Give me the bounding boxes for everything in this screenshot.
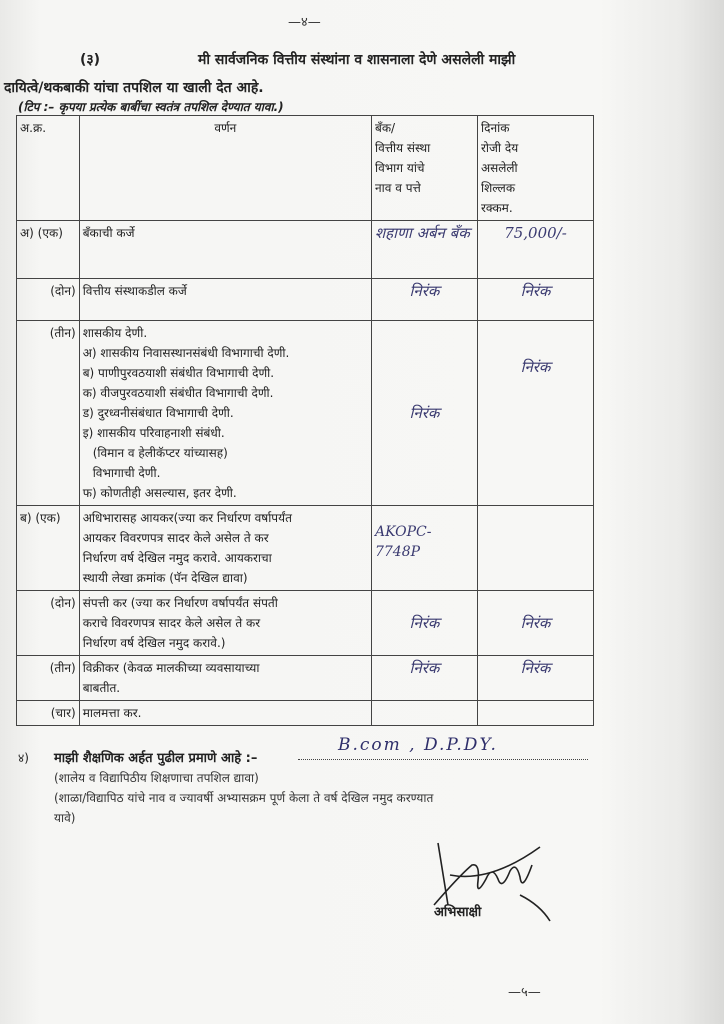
row-amount: निरंक [478, 279, 594, 321]
table-row [17, 221, 594, 279]
row-number: अ) (एक) [17, 221, 80, 279]
row-description [79, 506, 371, 591]
table-row [17, 279, 594, 321]
table-row [17, 506, 594, 591]
description-line: आयकर विवरणपत्र सादर केले असेल ते कर [82, 531, 269, 545]
row-description [79, 656, 371, 701]
row-bank-name [371, 701, 477, 726]
section-heading [80, 50, 600, 69]
description-line: शासकीय देणी. [82, 326, 148, 340]
description-line: ब) पाणीपुरवठयाशी संबंधीत विभागाची देणी. [82, 366, 275, 380]
section-4-number: ४) [18, 751, 29, 765]
table-row [17, 656, 594, 701]
description-line: (विमान व हेलीकॅप्टर यांच्यासह) [92, 446, 228, 460]
description-line: अधिभारासह आयकर(ज्या कर निर्धारण वर्षापर्यंत [82, 511, 292, 525]
row-amount: निरंक [478, 591, 594, 656]
description-line: विभागाची देणी. [92, 466, 161, 480]
header-amount-line: रोजी देय [481, 141, 519, 155]
description-line: ड) दुरध्वनीसंबंधात विभागाची देणी. [82, 406, 234, 420]
row-number: (तीन) [17, 321, 80, 506]
description-line: विक्रीकर (केवळ मालकीच्या व्यवसायाच्या [82, 661, 260, 675]
row-bank-name: निरंक [371, 321, 477, 506]
header-sr-no: अ.क्र. [17, 116, 80, 221]
qualification-sub-note-1: (शालेय व विद्यापिठीय शिक्षणाचा तपशिल द्यावा) [54, 771, 259, 785]
table-header-row [17, 116, 594, 221]
signature-label: अभिसाक्षी [434, 905, 482, 920]
header-amount [478, 116, 594, 221]
row-bank-name: निरंक [371, 279, 477, 321]
header-bank-line: विभाग यांचे [374, 161, 425, 175]
table-row [17, 321, 594, 506]
header-amount-line: असलेली [481, 161, 518, 175]
row-amount: 75,000/- [478, 221, 594, 279]
row-bank-name: शहाणा अर्बन बँक [371, 221, 477, 279]
row-pan-number: AKOPC-7748P [371, 506, 477, 591]
row-description [79, 279, 371, 321]
row-bank-name: निरंक [371, 656, 477, 701]
page-number-bottom: —५— [508, 985, 541, 1000]
description-line: बाबतीत. [82, 681, 121, 695]
description-line: क) वीजपुरवठयाशी संबंधीत विभागाची देणी. [82, 386, 274, 400]
row-description [79, 591, 371, 656]
row-amount [478, 506, 594, 591]
description-line: बँकाची कर्जे [82, 226, 135, 240]
row-description [79, 701, 371, 726]
table-row [17, 701, 594, 726]
heading-note: (टिप :– कृपया प्रत्येक बाबींचा स्वतंत्र तपशिल देण्यात यावा.) [18, 100, 284, 114]
description-line: स्थायी लेखा क्रमांक (पॅन देखिल द्यावा) [82, 571, 248, 585]
description-line: मालमत्ता कर. [82, 706, 142, 720]
section-number: (३) [80, 52, 101, 68]
header-amount-line: शिल्लक [481, 181, 516, 195]
heading-line-1: मी सार्वजनिक वित्तीय संस्थांना व शासनाला देणे असलेली माझी [198, 52, 516, 68]
header-bank-line: वित्तीय संस्था [374, 141, 431, 155]
row-number: (दोन) [17, 591, 80, 656]
description-line: कराचे विवरणपत्र सादर केले असेल ते कर [82, 616, 261, 630]
description-line: अ) शासकीय निवासस्थानसंबंधी विभागाची देणी. [82, 346, 290, 360]
row-amount [478, 701, 594, 726]
row-amount: निरंक [478, 656, 594, 701]
description-line: निर्धारण वर्ष देखिल नमुद करावे. आयकराचा [82, 551, 272, 565]
header-bank-line: नाव व पत्ते [374, 181, 421, 195]
liabilities-table [16, 115, 594, 726]
header-amount-line: रक्कम. [481, 201, 513, 215]
qualification-sub-note-2: (शाळा/विद्यापिठ यांचे नाव व ज्यावर्षी अभ्यासक्रम पूर्ण केला ते वर्ष देखिल नमुद करण्यात [54, 791, 434, 805]
qualification-sub-note-3: यावे) [54, 811, 76, 825]
page-number-top: —४— [288, 15, 321, 30]
heading-line-2: दायित्वे/थकबाकी यांचा तपशिल या खाली देत आहे. [4, 80, 264, 96]
header-bank [371, 116, 477, 221]
qualification-label: माझी शैक्षणिक अर्हत पुढील प्रमाणे आहे :– [54, 751, 258, 766]
qualification-section [18, 748, 257, 766]
row-number: (चार) [17, 701, 80, 726]
header-amount-line: दिनांक [481, 121, 510, 135]
row-amount: निरंक [478, 321, 594, 506]
description-line: इ) शासकीय परिवाहनाशी संबंधी. [82, 426, 225, 440]
description-line: वित्तीय संस्थाकडील कर्जे [82, 284, 187, 298]
description-line: निर्धारण वर्ष देखिल नमुद करावे.) [82, 636, 226, 650]
row-number: ब) (एक) [17, 506, 80, 591]
row-number: (तीन) [17, 656, 80, 701]
description-line: संपत्ती कर (ज्या कर निर्धारण वर्षापर्यंत संपती [82, 596, 278, 610]
description-line: फ) कोणतीही असल्यास, इतर देणी. [82, 486, 237, 500]
row-number: (दोन) [17, 279, 80, 321]
header-description: वर्णन [79, 116, 371, 221]
header-bank-line: बँक/ [374, 121, 396, 135]
row-description [79, 321, 371, 506]
row-bank-name: निरंक [371, 591, 477, 656]
qualification-value [298, 735, 588, 760]
table-row [17, 591, 594, 656]
row-description [79, 221, 371, 279]
qualification-handwritten: B.com , D.P.DY. [338, 735, 498, 755]
